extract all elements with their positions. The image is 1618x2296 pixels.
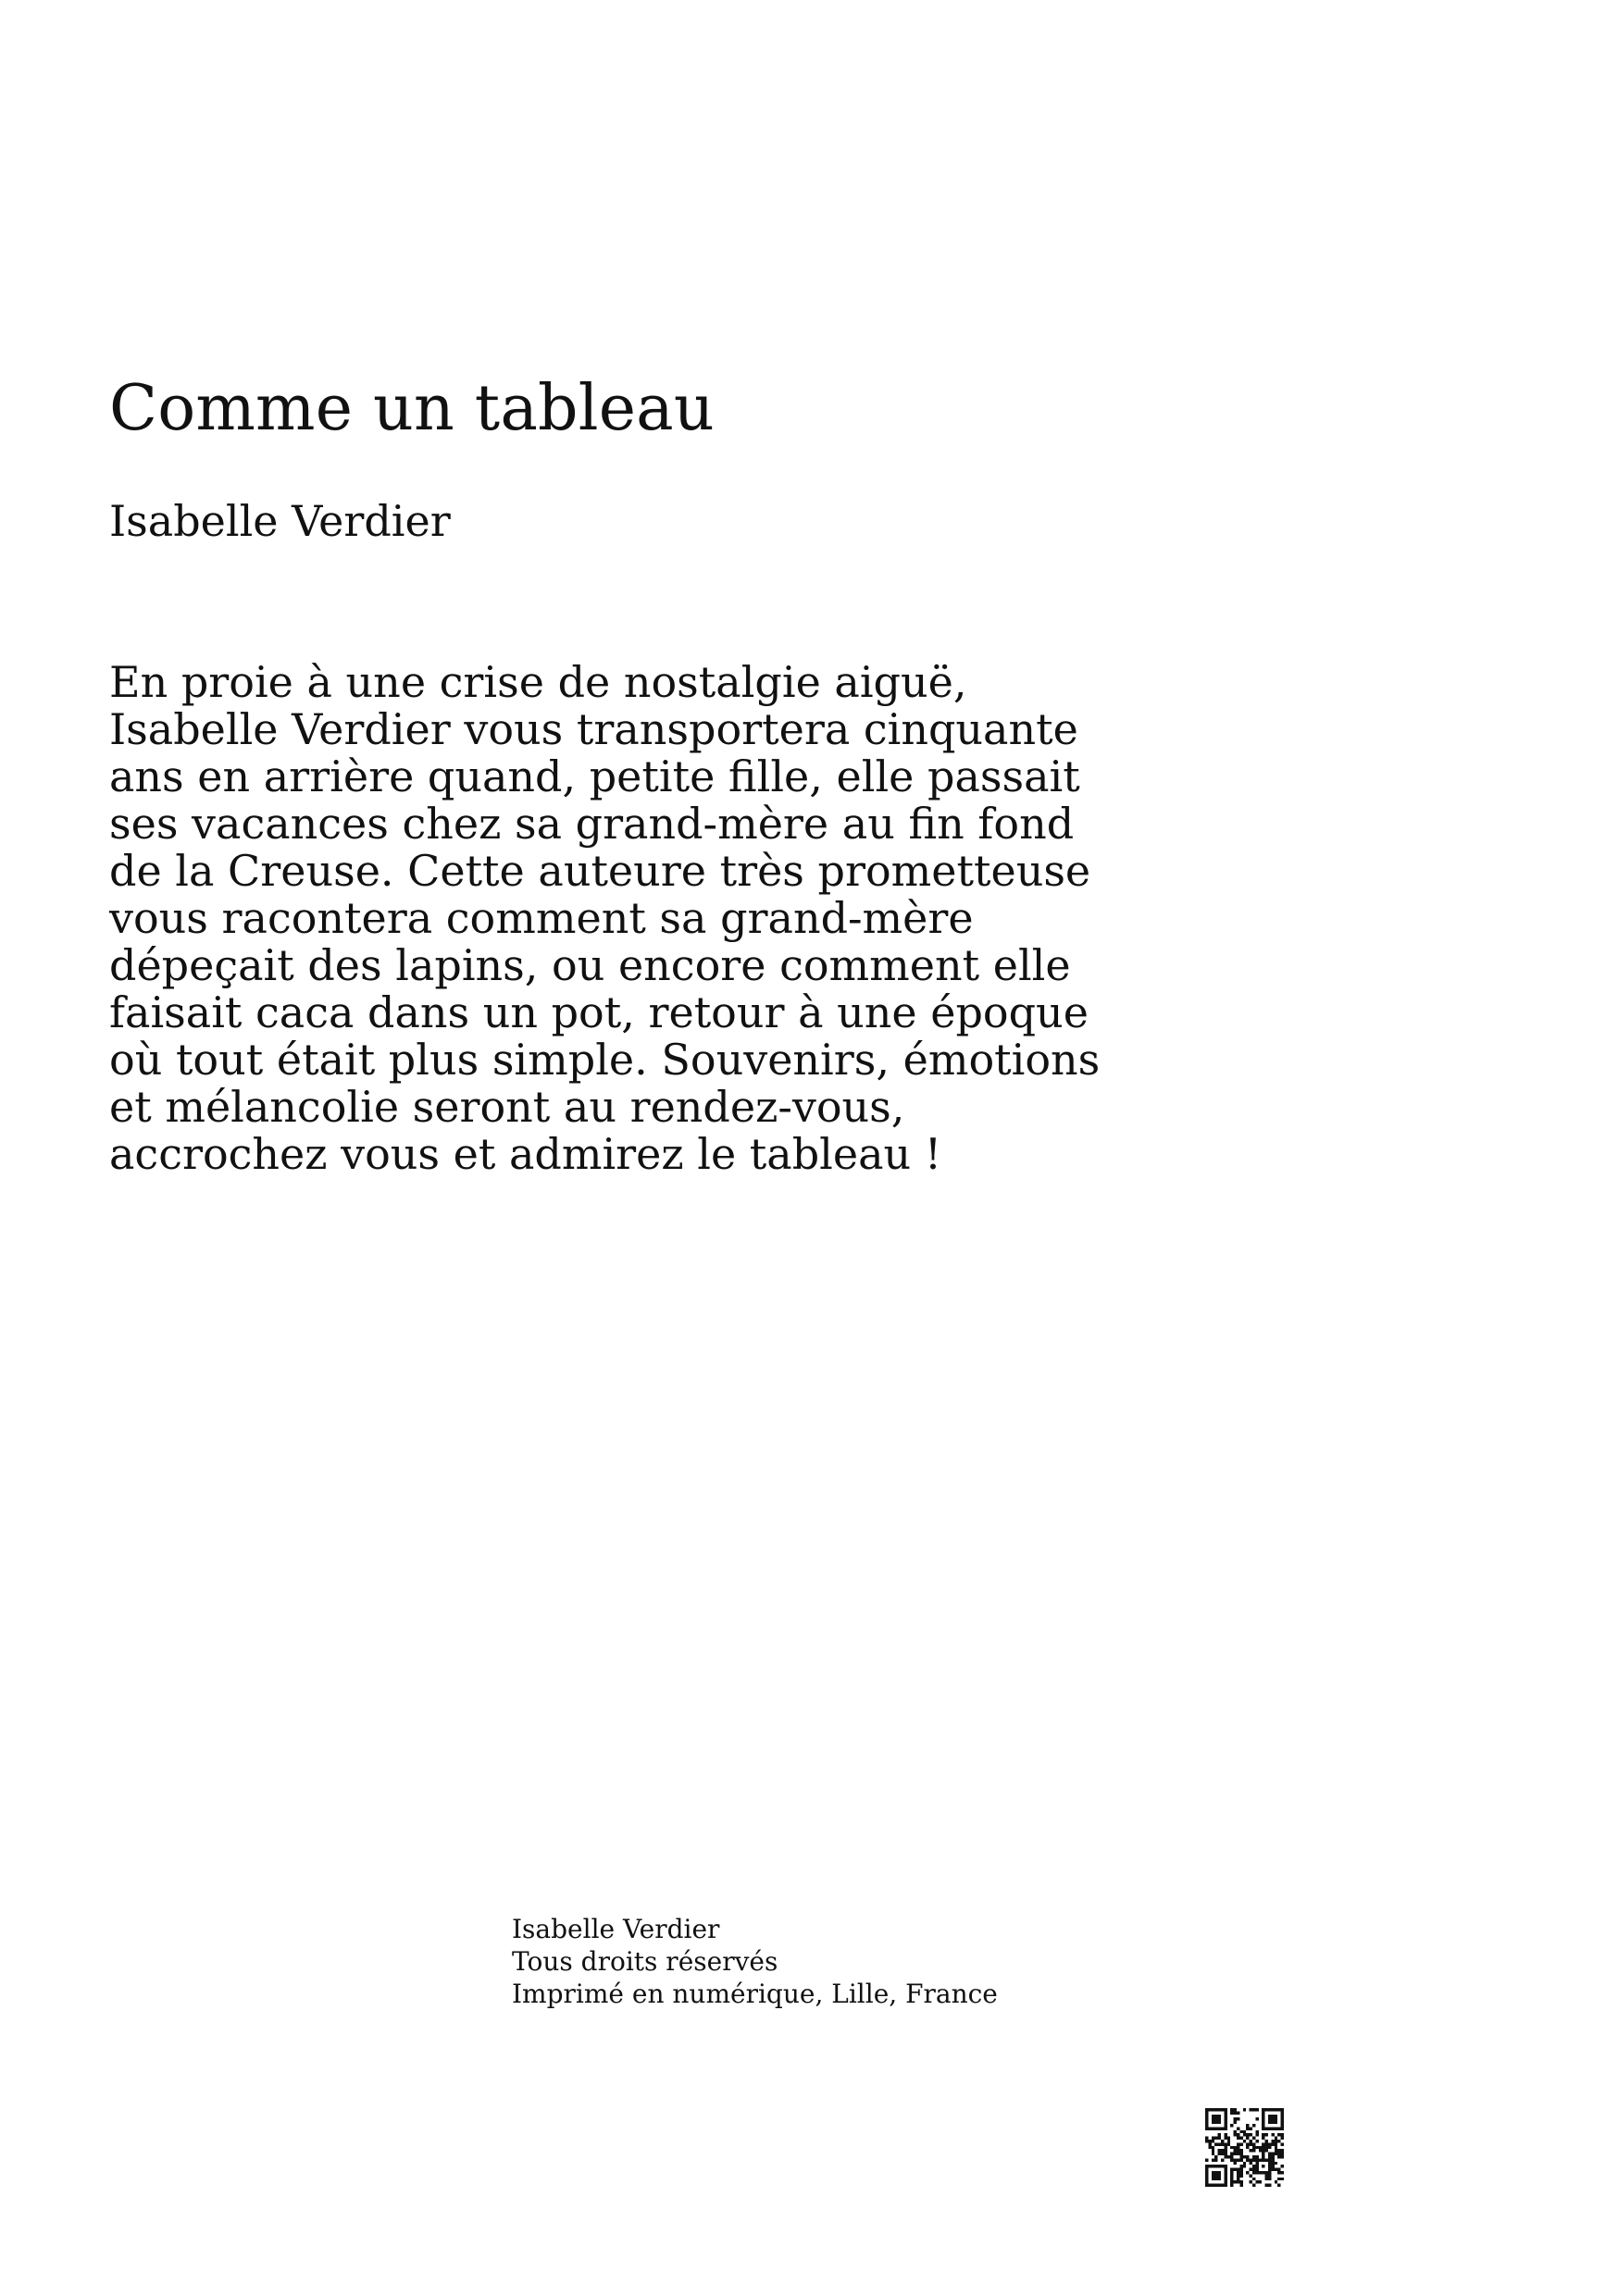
blurb-line: Isabelle Verdier vous transportera cinquante <box>109 704 1078 754</box>
blurb-line: ses vacances chez sa grand-mère au fin fond <box>109 799 1075 849</box>
imprint-block <box>512 1913 998 2010</box>
blurb-line: ans en arrière quand, petite fille, elle passait <box>109 751 1080 801</box>
book-blurb <box>109 659 1285 1178</box>
blurb-line: où tout était plus simple. Souvenirs, émotions <box>109 1035 1101 1085</box>
imprint-author: Isabelle Verdier <box>512 1914 720 1944</box>
book-title: Comme un tableau <box>109 372 715 445</box>
imprint-printing: Imprimé en numérique, Lille, France <box>512 1979 998 2009</box>
blurb-line: vous racontera comment sa grand-mère <box>109 893 974 943</box>
imprint-rights: Tous droits réservés <box>512 1946 778 1977</box>
blurb-line: faisait caca dans un pot, retour à une époque <box>109 987 1089 1037</box>
qr-code-icon <box>1205 2108 1284 2187</box>
blurb-line: de la Creuse. Cette auteure très prometteuse <box>109 846 1091 896</box>
blurb-line: et mélancolie seront au rendez-vous, <box>109 1082 905 1132</box>
book-author: Isabelle Verdier <box>109 496 451 546</box>
blurb-line: dépeçait des lapins, ou encore comment elle <box>109 940 1071 990</box>
blurb-line: En proie à une crise de nostalgie aiguë, <box>109 657 967 707</box>
blurb-line: accrochez vous et admirez le tableau ! <box>109 1129 942 1179</box>
